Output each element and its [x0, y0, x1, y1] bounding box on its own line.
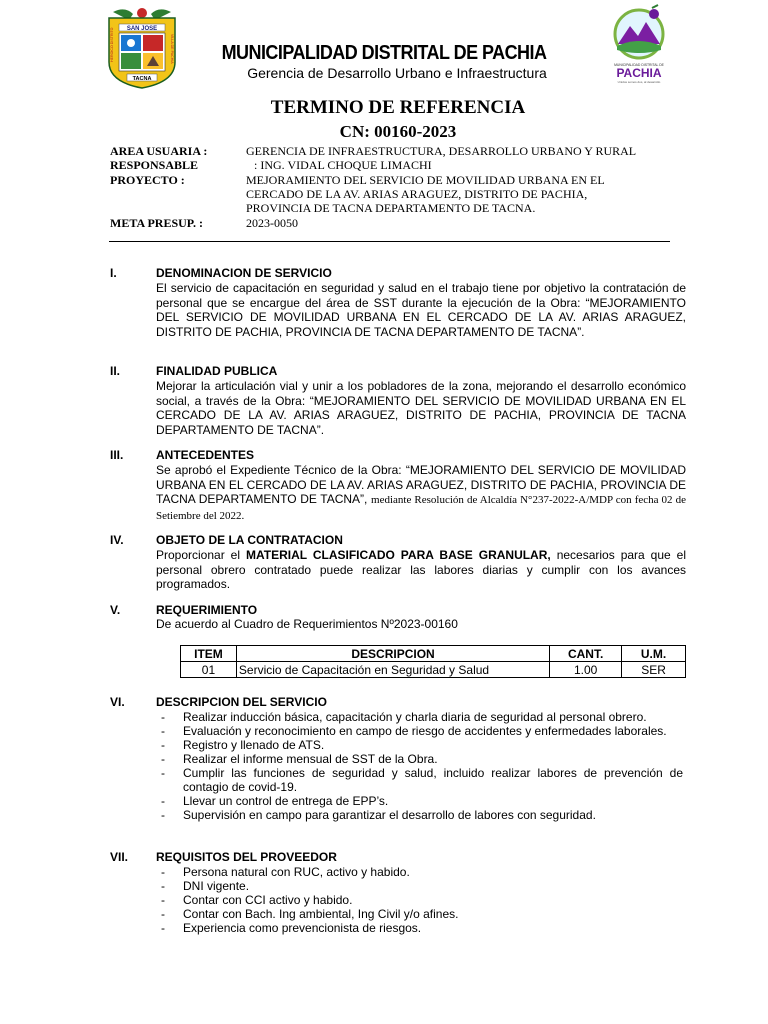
budget-label: META PRESUP. :	[110, 216, 204, 230]
section-number: II.	[110, 364, 121, 378]
cell-item: 01	[181, 662, 237, 678]
document-code: CN: 00160-2023	[339, 122, 457, 141]
header-item: ITEM	[181, 646, 237, 662]
header-description: DESCRIPCION	[236, 646, 549, 662]
header-divider	[109, 241, 670, 242]
list-item: - Contar con CCI activo y habido.	[156, 893, 683, 907]
list-item: - DNI vigente.	[156, 879, 683, 893]
svg-text:MUNICIPALIDAD DISTRITAL DE: MUNICIPALIDAD DISTRITAL DE	[614, 63, 664, 67]
section-text	[156, 463, 686, 523]
service-list	[156, 710, 686, 822]
antecedentes-text: Se aprobó el Expediente Técnico de la Obra: “MEJORAMIENTO DEL SERVICIO DE MOVILIDAD URBANA EN EL CERCADO DE LA AV. ARIAS ARAGUEZ, DISTRITO DE PACHIA, PROVINCIA DE TACNA DEPARTAMENTO DE TACNA”,	[156, 463, 686, 506]
section-text	[156, 548, 686, 592]
section-heading: OBJETO DE LA CONTRATACION	[156, 533, 343, 547]
responsible-label: RESPONSABLE	[110, 158, 199, 172]
section-heading: REQUISITOS DEL PROVEEDOR	[156, 850, 337, 864]
list-item: - Contar con Bach. Ing ambiental, Ing Civil y/o afines.	[156, 907, 683, 921]
resolution-text: mediante Resolución de Alcaldía N°237-2022-A/MDP con fecha 02 de Setiembre del 2022.	[156, 494, 686, 522]
section-heading: DESCRIPCION DEL SERVICIO	[156, 695, 327, 709]
table-row	[181, 662, 686, 678]
cell-description: Servicio de Capacitación en Seguridad y Salud	[236, 662, 549, 678]
section-number: V.	[110, 603, 121, 617]
objeto-text-start: Proporcionar el	[156, 548, 246, 562]
responsible-value: : ING. VIDAL CHOQUE LIMACHI	[254, 158, 432, 172]
svg-text:VILLA DE PACHIA: VILLA DE PACHIA	[170, 34, 174, 64]
list-item: - Realizar inducción básica, capacitación y charla diaria de seguridad al personal obrero.	[156, 710, 683, 724]
section-heading: ANTECEDENTES	[156, 448, 255, 462]
section-heading: REQUERIMIENTO	[156, 603, 258, 617]
section-heading: FINALIDAD PUBLICA	[156, 364, 278, 378]
section-text: De acuerdo al Cuadro de Requerimientos Nº2023-00160	[156, 617, 458, 631]
section-number: IV.	[110, 533, 124, 547]
municipality-name: MUNICIPALIDAD DISTRITAL DE PACHIA	[221, 42, 547, 64]
svg-text:SAN JOSE: SAN JOSE	[126, 26, 158, 32]
section-number: VI.	[110, 695, 125, 709]
list-item: - Experiencia como prevencionista de riesgos.	[156, 921, 683, 935]
list-item: - Supervisión en campo para garantizar el desarrollo de labores con seguridad.	[156, 808, 683, 822]
requirements-list	[156, 865, 686, 935]
project-label: PROYECTO :	[110, 173, 185, 187]
section-text: Mejorar la articulación vial y unir a los pobladores de la zona, mejorando el desarrollo económico social, a través de la Obra: “MEJORAMIENTO DEL SERVICIO DE MOVILIDAD URBANA EN EL CERCADO DE LA AV. ARIAS ARAGUEZ, DISTRITO DE PACHIA, PROVINCIA DE TACNA DEPARTAMENTO DE TACNA”.	[156, 379, 686, 437]
section-heading: DENOMINACION DE SERVICIO	[156, 266, 332, 280]
list-item: - Realizar el informe mensual de SST de la Obra.	[156, 752, 683, 766]
list-item: - Evaluación y reconocimiento en campo de riesgo de accidentes y enfermedades laborales.	[156, 724, 683, 738]
budget-value: 2023-0050	[246, 216, 298, 230]
cell-quantity: 1.00	[550, 662, 622, 678]
document-title: TERMINO DE REFERENCIA	[270, 97, 526, 118]
objeto-text-end: necesarios para que el personal obrero contratado puede realizar las labores diarias y cumplir con los avances programados.	[156, 548, 687, 591]
section-text: El servicio de capacitación en seguridad y salud en el trabajo tiene por objetivo la contratación de personal que se encargue del área de SST durante la ejecución de la Obra: “MEJORAMIENTO DEL SERVICIO DE MOVILIDAD URBANA EN EL CERCADO DE LA AV. ARIAS ARAGUEZ, DISTRITO DE PACHIA, PROVINCIA DE TACNA DEPARTAMENTO DE TACNA”.	[156, 281, 686, 339]
area-value: GERENCIA DE INFRAESTRUCTURA, DESARROLLO URBANO Y RURAL	[246, 144, 637, 158]
svg-text:PACHIA: PACHIA	[616, 66, 662, 80]
requirements-list-wrap	[156, 865, 686, 935]
table-header-row	[181, 646, 686, 662]
header-unit: U.M.	[622, 646, 686, 662]
project-value: MEJORAMIENTO DEL SERVICIO DE MOVILIDAD URBANA EN EL CERCADO DE LA AV. ARIAS ARAGUEZ, DISTRITO DE PACHIA, PROVINCIA DE TACNA DEPARTAMENTO DE TACNA.	[246, 173, 605, 215]
cell-unit: SER	[622, 662, 686, 678]
department-subtitle: Gerencia de Desarrollo Urbano e Infraestructura	[247, 65, 547, 81]
svg-text:HEROICO DISTRITO: HEROICO DISTRITO	[110, 27, 114, 62]
list-item: - Llevar un control de entrega de EPP’s.	[156, 794, 683, 808]
service-list-wrap	[156, 710, 686, 822]
header-quantity: CANT.	[550, 646, 622, 662]
list-item: - Persona natural con RUC, activo y habido.	[156, 865, 683, 879]
list-item: - Cumplir las funciones de seguridad y salud, incluido realizar labores de prevención de contagio de covid-19.	[156, 766, 683, 794]
svg-text:TACNA: TACNA	[132, 76, 152, 82]
svg-text:Unidos somos dos, al desarroll: Unidos somos dos, al desarrollo	[617, 80, 661, 84]
requirements-table	[180, 645, 686, 678]
section-number: VII.	[110, 850, 129, 864]
section-number: III.	[110, 448, 124, 462]
section-number: I.	[110, 266, 117, 280]
material-highlight: MATERIAL CLASIFICADO PARA BASE GRANULAR,	[245, 548, 551, 562]
area-label: AREA USUARIA :	[110, 144, 208, 158]
list-item: - Registro y llenado de ATS.	[156, 738, 683, 752]
